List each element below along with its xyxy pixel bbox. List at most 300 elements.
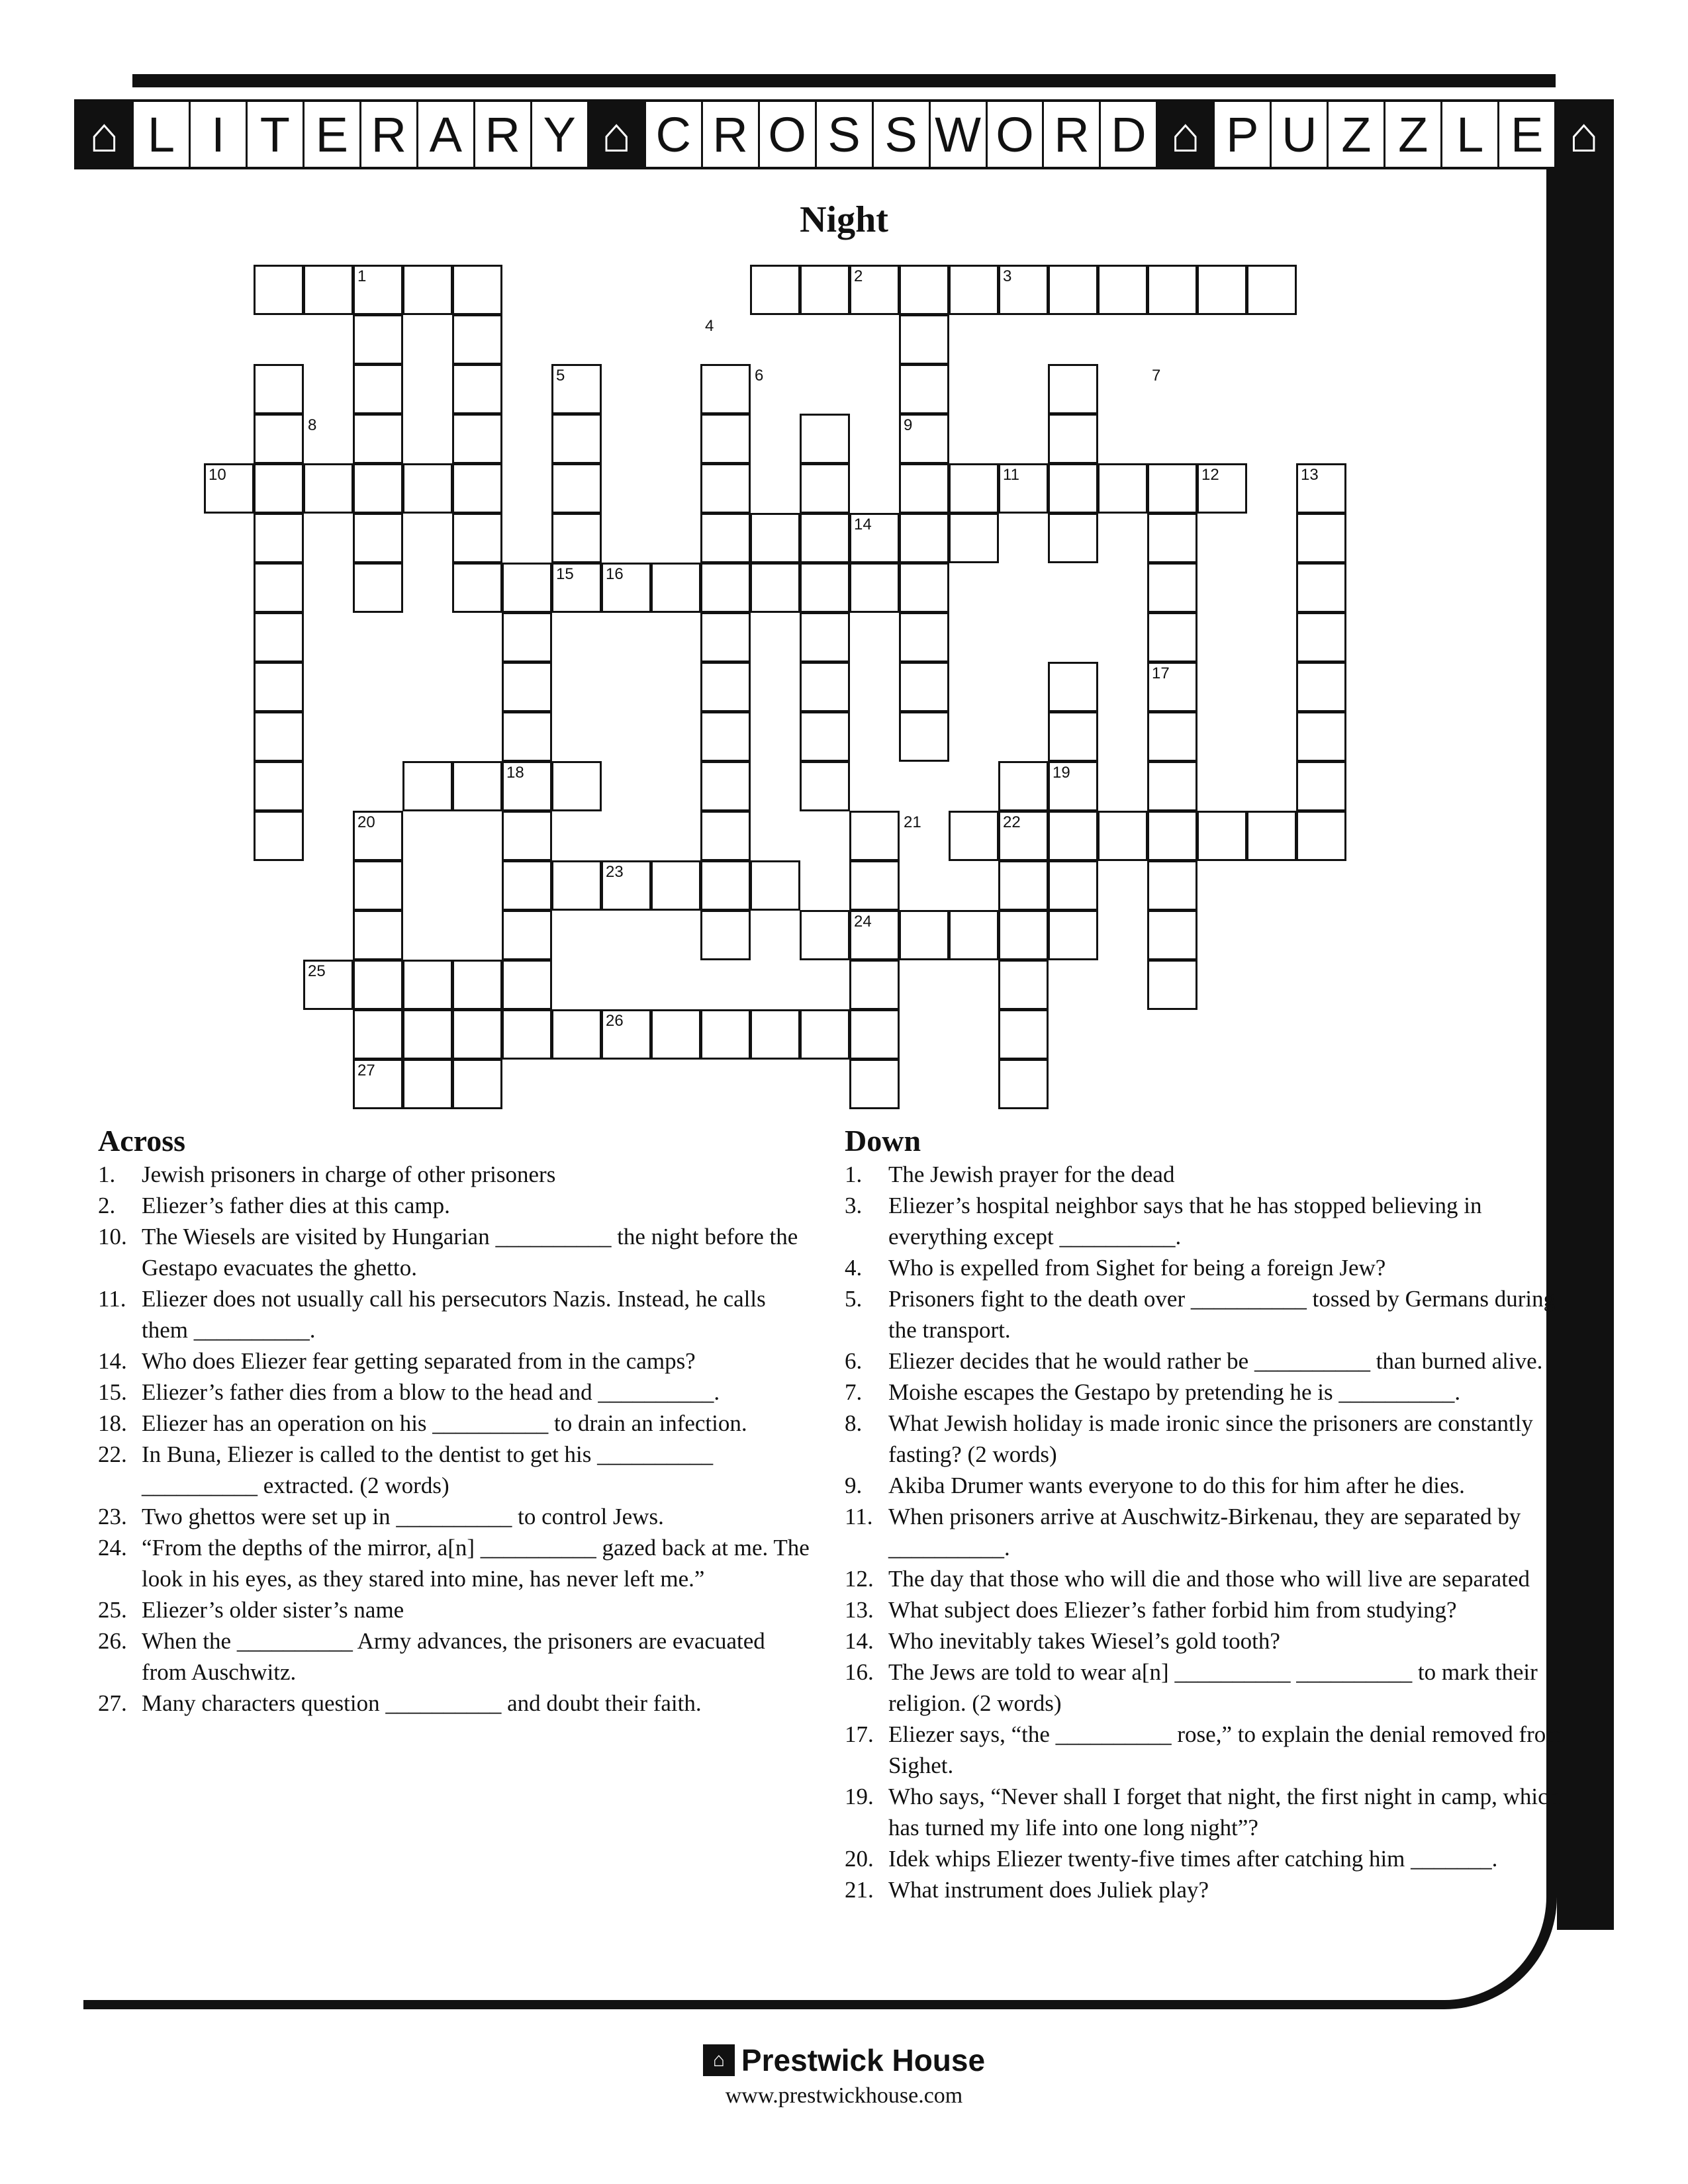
grid-cell[interactable] (502, 563, 552, 613)
grid-cell[interactable] (998, 1059, 1049, 1109)
grid-cell[interactable] (998, 860, 1049, 911)
grid-cell[interactable] (502, 811, 552, 861)
grid-cell[interactable] (998, 960, 1049, 1010)
down-clue-list (845, 1159, 1579, 1905)
grid-cell[interactable] (1048, 414, 1098, 464)
clue-num: 2. (98, 1193, 116, 1218)
grid-cell[interactable] (949, 513, 999, 563)
down-clue (845, 1625, 1579, 1657)
grid-cell[interactable] (1147, 513, 1197, 563)
grid-cell[interactable] (502, 910, 552, 960)
clue-number: 8 (308, 416, 317, 434)
grid-cell[interactable] (402, 1059, 453, 1109)
across-clue (98, 1408, 813, 1439)
clue-number: 11 (1003, 466, 1019, 484)
publisher-name: Prestwick House (741, 2043, 986, 2077)
grid-cell[interactable] (849, 1009, 900, 1060)
grid-cell[interactable] (502, 860, 552, 911)
grid-cell[interactable] (899, 662, 949, 712)
across-clue (98, 1532, 813, 1594)
grid-cell[interactable] (402, 960, 453, 1010)
grid-cell[interactable] (1048, 463, 1098, 514)
grid-cell[interactable] (254, 711, 304, 762)
down-clue (845, 1470, 1579, 1501)
publisher-url[interactable]: www.prestwickhouse.com (725, 2083, 963, 2108)
clue-text: The day that those who will die and those who will live are separated (888, 1566, 1530, 1592)
grid-cell[interactable] (998, 761, 1049, 811)
grid-cell[interactable] (1048, 513, 1098, 563)
grid-cell[interactable] (1048, 811, 1098, 861)
down-clue (845, 1657, 1579, 1719)
grid-cell[interactable] (849, 860, 900, 911)
grid-cell[interactable] (899, 612, 949, 662)
grid-cell[interactable] (452, 364, 502, 414)
clue-num: 1. (845, 1161, 863, 1187)
clue-num: 6. (845, 1348, 863, 1374)
clue-number: 2 (854, 267, 863, 285)
grid-cell[interactable] (700, 563, 751, 613)
grid-cell[interactable] (750, 265, 800, 315)
grid-cell[interactable] (700, 662, 751, 712)
grid-cell[interactable] (899, 265, 949, 315)
grid-cell[interactable] (700, 761, 751, 811)
grid-cell[interactable] (353, 860, 403, 911)
grid-cell[interactable] (452, 463, 502, 514)
clue-number: 13 (1301, 466, 1319, 484)
grid-cell[interactable] (800, 761, 850, 811)
grid-cell[interactable] (254, 612, 304, 662)
grid-cell[interactable] (254, 761, 304, 811)
clue-num: 20. (845, 1846, 874, 1872)
grid-cell[interactable] (551, 761, 602, 811)
clue-text: Idek whips Eliezer twenty-five times after catching him _______. (888, 1846, 1498, 1872)
grid-cell[interactable] (1048, 364, 1098, 414)
clue-number: 12 (1201, 466, 1219, 484)
grid-cell[interactable] (551, 513, 602, 563)
banner-letter: W (931, 102, 988, 167)
clue-number: 5 (556, 367, 565, 385)
grid-cell[interactable] (254, 364, 304, 414)
grid-cell[interactable] (998, 1009, 1049, 1060)
clue-number: 10 (209, 466, 226, 484)
grid-cell[interactable] (800, 513, 850, 563)
across-clue (98, 1501, 813, 1532)
grid-cell[interactable] (551, 1009, 602, 1060)
grid-cell[interactable] (254, 563, 304, 613)
grid-cell[interactable] (303, 463, 353, 514)
banner-letter: E (1499, 102, 1556, 167)
banner-letter: Z (1329, 102, 1385, 167)
clue-num: 11. (845, 1504, 873, 1529)
clue-number: 3 (1003, 267, 1012, 285)
grid-cell[interactable] (750, 563, 800, 613)
clue-text: Eliezer’s father dies at this camp. (142, 1193, 450, 1218)
top-rule (132, 74, 1556, 87)
grid-cell[interactable] (1147, 711, 1197, 762)
clue-num: 1. (98, 1161, 116, 1187)
grid-cell[interactable] (750, 860, 800, 911)
grid-cell[interactable] (1246, 811, 1297, 861)
grid-cell[interactable] (1098, 265, 1148, 315)
clue-number: 15 (556, 565, 574, 583)
clue-num: 14. (845, 1628, 874, 1654)
grid-cell[interactable] (899, 910, 949, 960)
clue-text: “From the depths of the mirror, a[n] __________ gazed back at me. The look in his eyes, as they stared into mine, has never left me.” (142, 1535, 810, 1592)
clue-number: 7 (1152, 367, 1161, 385)
banner-letter: O (760, 102, 817, 167)
down-clue (845, 1283, 1579, 1345)
across-clue (98, 1688, 813, 1719)
across-clue (98, 1345, 813, 1377)
grid-cell[interactable] (1048, 860, 1098, 911)
across-clue (98, 1283, 813, 1345)
down-clue (845, 1252, 1579, 1283)
grid-cell[interactable] (800, 563, 850, 613)
clue-text: The Jews are told to wear a[n] __________ __________ to mark their religion. (2 words) (888, 1659, 1538, 1716)
clue-num: 19. (845, 1784, 874, 1809)
banner-letter: U (1272, 102, 1329, 167)
banner-letter: T (248, 102, 305, 167)
grid-cell[interactable] (800, 910, 850, 960)
grid-cell[interactable] (1147, 960, 1197, 1010)
down-clue (845, 1781, 1579, 1843)
grid-cell[interactable] (700, 1009, 751, 1060)
banner-letter: D (1101, 102, 1158, 167)
down-clue (845, 1874, 1579, 1905)
banner-letter: R (361, 102, 418, 167)
clue-number: 21 (904, 813, 921, 831)
grid-cell[interactable] (402, 265, 453, 315)
grid-cell[interactable] (700, 463, 751, 514)
grid-cell[interactable] (254, 463, 304, 514)
clue-num: 4. (845, 1255, 863, 1281)
grid-cell[interactable] (502, 612, 552, 662)
grid-cell[interactable] (800, 711, 850, 762)
banner-logo-icon: ⌂ (1158, 102, 1215, 167)
clue-text: When prisoners arrive at Auschwitz-Birkenau, they are separated by __________. (888, 1504, 1521, 1561)
grid-cell[interactable] (1296, 811, 1346, 861)
down-heading: Down (845, 1124, 921, 1158)
grid-cell[interactable] (700, 910, 751, 960)
grid-cell[interactable] (1048, 265, 1098, 315)
clue-num: 13. (845, 1597, 874, 1623)
grid-cell[interactable] (452, 513, 502, 563)
grid-cell[interactable] (1098, 463, 1148, 514)
grid-cell[interactable] (254, 513, 304, 563)
clue-num: 15. (98, 1379, 127, 1405)
clue-number: 27 (357, 1062, 375, 1079)
grid-cell[interactable] (800, 612, 850, 662)
grid-cell[interactable] (353, 960, 403, 1010)
grid-cell[interactable] (353, 414, 403, 464)
across-clue (98, 1594, 813, 1625)
grid-cell[interactable] (800, 1009, 850, 1060)
down-clue (845, 1190, 1579, 1252)
banner-letter: L (134, 102, 191, 167)
grid-cell[interactable] (700, 811, 751, 861)
banner-letter: Y (532, 102, 589, 167)
grid-cell[interactable] (800, 662, 850, 712)
grid-cell[interactable] (651, 860, 701, 911)
grid-cell[interactable] (303, 265, 353, 315)
grid-cell[interactable] (800, 414, 850, 464)
clue-num: 27. (98, 1690, 127, 1716)
clue-text: The Jewish prayer for the dead (888, 1161, 1175, 1187)
grid-cell[interactable] (949, 265, 999, 315)
clue-num: 18. (98, 1410, 127, 1436)
clue-text: What instrument does Juliek play? (888, 1877, 1209, 1903)
grid-cell[interactable] (849, 960, 900, 1010)
grid-cell[interactable] (899, 364, 949, 414)
grid-cell[interactable] (452, 563, 502, 613)
grid-cell[interactable] (551, 414, 602, 464)
grid-cell[interactable] (899, 463, 949, 514)
clue-number: 9 (904, 416, 913, 434)
clue-text: Eliezer says, “the __________ rose,” to explain the denial removed from Sighet. (888, 1721, 1564, 1778)
clue-number: 22 (1003, 813, 1021, 831)
clue-num: 7. (845, 1379, 863, 1405)
banner-letter: C (646, 102, 703, 167)
clue-text: What subject does Eliezer’s father forbid him from studying? (888, 1597, 1457, 1623)
down-clue (845, 1408, 1579, 1470)
across-clue (98, 1159, 813, 1190)
grid-cell[interactable] (700, 612, 751, 662)
grid-cell[interactable] (1048, 662, 1098, 712)
down-clue (845, 1843, 1579, 1874)
grid-cell[interactable] (353, 563, 403, 613)
clue-num: 8. (845, 1410, 863, 1436)
clue-text: Eliezer’s father dies from a blow to the head and __________. (142, 1379, 720, 1405)
clue-number: 16 (606, 565, 624, 583)
clue-number: 18 (506, 764, 524, 782)
grid-cell[interactable] (452, 1009, 502, 1060)
down-clue (845, 1563, 1579, 1594)
grid-cell[interactable] (949, 811, 999, 861)
clue-num: 26. (98, 1628, 127, 1654)
clue-text: Eliezer does not usually call his persecutors Nazis. Instead, he calls them __________. (142, 1286, 766, 1343)
clue-text: Eliezer’s older sister’s name (142, 1597, 404, 1623)
clue-text: Akiba Drumer wants everyone to do this for him after he dies. (888, 1473, 1465, 1498)
grid-cell[interactable] (849, 1059, 900, 1109)
banner-letter: R (1044, 102, 1101, 167)
grid-cell[interactable] (254, 414, 304, 464)
grid-cell[interactable] (998, 910, 1049, 960)
grid-cell[interactable] (1296, 513, 1346, 563)
across-clue-list (98, 1159, 813, 1719)
clue-text: Who does Eliezer fear getting separated from in the camps? (142, 1348, 696, 1374)
grid-cell[interactable] (750, 513, 800, 563)
clue-text: Many characters question __________ and doubt their faith. (142, 1690, 702, 1716)
grid-cell[interactable] (899, 563, 949, 613)
publisher-logo[interactable] (703, 2042, 985, 2078)
across-clues (98, 1125, 813, 1719)
grid-cell[interactable] (452, 761, 502, 811)
grid-cell[interactable] (899, 711, 949, 762)
grid-cell[interactable] (551, 860, 602, 911)
clue-num: 23. (98, 1504, 127, 1529)
clue-text: Jewish prisoners in charge of other prisoners (142, 1161, 556, 1187)
grid-cell[interactable] (1246, 265, 1297, 315)
grid-cell[interactable] (452, 314, 502, 365)
grid-cell[interactable] (1147, 612, 1197, 662)
grid-cell[interactable] (899, 513, 949, 563)
grid-cell[interactable] (800, 265, 850, 315)
grid-cell[interactable] (502, 662, 552, 712)
down-clues (845, 1125, 1579, 1905)
banner-logo-icon: ⌂ (1556, 102, 1611, 167)
clue-num: 16. (845, 1659, 874, 1685)
clue-text: The Wiesels are visited by Hungarian __________ the night before the Gestapo evacuates the ghetto. (142, 1224, 798, 1281)
grid-cell[interactable] (402, 463, 453, 514)
grid-cell[interactable] (1197, 265, 1247, 315)
clue-num: 3. (845, 1193, 863, 1218)
down-clue (845, 1501, 1579, 1563)
clue-num: 17. (845, 1721, 874, 1747)
across-heading: Across (98, 1124, 186, 1158)
clue-num: 9. (845, 1473, 863, 1498)
clue-number: 14 (854, 516, 872, 533)
across-clue (98, 1221, 813, 1283)
grid-cell[interactable] (254, 265, 304, 315)
grid-cell[interactable] (700, 364, 751, 414)
clue-text: When the __________ Army advances, the prisoners are evacuated from Auschwitz. (142, 1628, 765, 1685)
grid-cell[interactable] (1296, 612, 1346, 662)
down-clue (845, 1719, 1579, 1781)
clue-num: 12. (845, 1566, 874, 1592)
grid-cell[interactable] (353, 364, 403, 414)
clue-number: 25 (308, 962, 326, 980)
clue-number: 26 (606, 1012, 624, 1030)
clue-text: Eliezer has an operation on his __________ to drain an infection. (142, 1410, 747, 1436)
grid-cell[interactable] (502, 711, 552, 762)
across-clue (98, 1190, 813, 1221)
puzzle-title: Night (800, 199, 888, 240)
clue-text: In Buna, Eliezer is called to the dentist to get his __________ __________ extracted. (2 words) (142, 1441, 714, 1498)
banner-letter: Z (1385, 102, 1442, 167)
series-banner (74, 99, 1614, 169)
grid-cell[interactable] (1296, 711, 1346, 762)
banner-letter: E (305, 102, 361, 167)
grid-cell[interactable] (254, 811, 304, 861)
across-clue (98, 1439, 813, 1501)
clue-text: Prisoners fight to the death over __________ tossed by Germans during the transport. (888, 1286, 1556, 1343)
grid-cell[interactable] (1147, 563, 1197, 613)
banner-letter: I (191, 102, 248, 167)
grid-cell[interactable] (750, 1009, 800, 1060)
grid-cell[interactable] (700, 513, 751, 563)
clue-number: 19 (1053, 764, 1070, 782)
grid-cell[interactable] (502, 960, 552, 1010)
grid-cell[interactable] (800, 463, 850, 514)
grid-cell[interactable] (899, 314, 949, 365)
grid-cell[interactable] (353, 314, 403, 365)
grid-cell[interactable] (700, 414, 751, 464)
grid-cell[interactable] (452, 265, 502, 315)
grid-cell[interactable] (651, 563, 701, 613)
grid-cell[interactable] (949, 910, 999, 960)
across-clue (98, 1625, 813, 1688)
grid-cell[interactable] (452, 1059, 502, 1109)
grid-cell[interactable] (353, 513, 403, 563)
banner-letter: P (1215, 102, 1272, 167)
clue-num: 14. (98, 1348, 127, 1374)
clue-number: 17 (1152, 664, 1170, 682)
clue-number: 6 (755, 367, 764, 385)
grid-cell[interactable] (849, 563, 900, 613)
down-clue (845, 1377, 1579, 1408)
grid-cell[interactable] (254, 662, 304, 712)
grid-cell[interactable] (700, 860, 751, 911)
grid-cell[interactable] (1048, 910, 1098, 960)
grid-cell[interactable] (353, 910, 403, 960)
down-clue (845, 1594, 1579, 1625)
banner-letter: S (817, 102, 874, 167)
grid-cell[interactable] (551, 463, 602, 514)
clue-num: 22. (98, 1441, 127, 1467)
grid-cell[interactable] (452, 960, 502, 1010)
clue-num: 5. (845, 1286, 863, 1312)
grid-cell[interactable] (402, 1009, 453, 1060)
grid-cell[interactable] (700, 711, 751, 762)
grid-cell[interactable] (1147, 761, 1197, 811)
clue-num: 25. (98, 1597, 127, 1623)
grid-cell[interactable] (1147, 910, 1197, 960)
grid-cell[interactable] (1098, 811, 1148, 861)
banner-letter: R (703, 102, 760, 167)
banner-letter: O (988, 102, 1045, 167)
clue-text: Eliezer’s hospital neighbor says that he has stopped believing in everything except __________. (888, 1193, 1482, 1250)
clue-num: 24. (98, 1535, 127, 1561)
clue-text: Two ghettos were set up in __________ to control Jews. (142, 1504, 664, 1529)
clue-number: 23 (606, 863, 624, 881)
grid-cell[interactable] (1197, 811, 1247, 861)
across-clue (98, 1377, 813, 1408)
clue-number: 20 (357, 813, 375, 831)
banner-letter: R (475, 102, 532, 167)
banner-letter: L (1442, 102, 1499, 167)
grid-cell[interactable] (1296, 761, 1346, 811)
clue-text: Who says, “Never shall I forget that night, the first night in camp, which has turned my life into one long night”? (888, 1784, 1560, 1841)
grid-cell[interactable] (502, 1009, 552, 1060)
clue-number: 1 (357, 267, 367, 285)
grid-cell[interactable] (1147, 860, 1197, 911)
banner-letter: S (874, 102, 931, 167)
banner-letter: A (418, 102, 475, 167)
clue-number: 4 (705, 317, 714, 335)
grid-cell[interactable] (651, 1009, 701, 1060)
grid-cell[interactable] (1147, 265, 1197, 315)
clue-text: Who inevitably takes Wiesel’s gold tooth? (888, 1628, 1280, 1654)
grid-cell[interactable] (1296, 563, 1346, 613)
publisher-footer (0, 2042, 1688, 2109)
clue-num: 11. (98, 1286, 126, 1312)
clue-text: Who is expelled from Sighet for being a foreign Jew? (888, 1255, 1386, 1281)
grid-cell[interactable] (849, 811, 900, 861)
clue-num: 21. (845, 1877, 874, 1903)
grid-cell[interactable] (1296, 662, 1346, 712)
grid-cell[interactable] (1147, 463, 1197, 514)
grid-cell[interactable] (402, 761, 453, 811)
grid-cell[interactable] (1147, 811, 1197, 861)
clue-text: What Jewish holiday is made ironic since the prisoners are constantly fasting? (2 words) (888, 1410, 1533, 1467)
grid-cell[interactable] (1048, 711, 1098, 762)
grid-cell[interactable] (353, 463, 403, 514)
clue-text: Moishe escapes the Gestapo by pretending he is __________. (888, 1379, 1461, 1405)
grid-cell[interactable] (452, 414, 502, 464)
grid-cell[interactable] (949, 463, 999, 514)
banner-logo-icon: ⌂ (77, 102, 134, 167)
grid-cell[interactable] (353, 1009, 403, 1060)
